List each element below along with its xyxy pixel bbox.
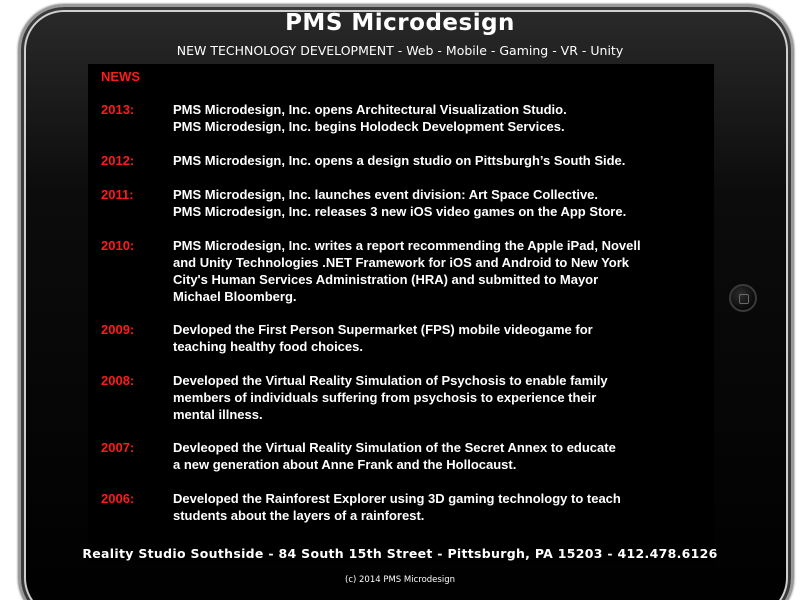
news-line: members of individuals suffering from psychosis to experience their <box>173 390 597 405</box>
news-line: Devloped the First Person Supermarket (FPS) mobile videogame for <box>173 322 593 337</box>
news-line: mental illness. <box>173 407 263 422</box>
news-text <box>173 186 693 220</box>
news-year: 2013: <box>101 102 135 117</box>
tablet-screen <box>88 64 714 564</box>
news-year: 2009: <box>101 322 135 337</box>
news-year: 2012: <box>101 153 135 168</box>
news-line: PMS Microdesign, Inc. opens Architectural Visualization Studio. <box>173 102 567 117</box>
news-text <box>173 101 693 135</box>
news-year: 2008: <box>101 373 135 388</box>
news-text <box>173 490 693 524</box>
news-text <box>173 152 693 169</box>
news-line: PMS Microdesign, Inc. writes a report recommending the Apple iPad, Novell <box>173 238 641 253</box>
news-line: PMS Microdesign, Inc. begins Holodeck Development Services. <box>173 119 565 134</box>
tagline: NEW TECHNOLOGY DEVELOPMENT - Web - Mobile - Gaming - VR - Unity <box>176 43 624 58</box>
news-line: PMS Microdesign, Inc. releases 3 new iOS video games on the App Store. <box>173 204 627 219</box>
news-line: and Unity Technologies .NET Framework for iOS and Android to New York <box>173 255 630 270</box>
news-line: PMS Microdesign, Inc. launches event division: Art Space Collective. <box>173 187 599 202</box>
news-year: 2011: <box>101 187 134 202</box>
news-line: students about the layers of a rainforest. <box>173 508 425 523</box>
news-line: Developed the Rainforest Explorer using 3D gaming technology to teach <box>173 491 621 506</box>
news-line: PMS Microdesign, Inc. opens a design studio on Pittsburgh’s South Side. <box>173 153 626 168</box>
news-year: 2006: <box>101 491 135 506</box>
news-year: 2007: <box>101 440 135 455</box>
news-line: City's Human Services Administration (HRA) and submitted to Mayor <box>173 272 599 287</box>
news-line: Devleoped the Virtual Reality Simulation of the Secret Annex to educate <box>173 440 616 455</box>
news-line: a new generation about Anne Frank and the Hollocaust. <box>173 457 517 472</box>
news-year: 2010: <box>101 238 135 253</box>
site-title: PMS Microdesign <box>285 10 515 36</box>
home-button-icon <box>729 284 757 312</box>
news-heading: NEWS <box>101 69 140 84</box>
news-line: teaching healthy food choices. <box>173 339 363 354</box>
news-text <box>173 321 693 355</box>
news-line: Developed the Virtual Reality Simulation of Psychosis to enable family <box>173 373 608 388</box>
footer-address: Reality Studio Southside - 84 South 15th Street - Pittsburgh, PA 15203 - 412.478.6126 <box>82 546 718 561</box>
news-line: Michael Bloomberg. <box>173 289 297 304</box>
news-text <box>173 439 693 473</box>
footer-copyright: (c) 2014 PMS Microdesign <box>345 575 455 585</box>
news-text <box>173 372 693 423</box>
news-text <box>173 237 693 305</box>
home-square-icon <box>739 294 749 304</box>
